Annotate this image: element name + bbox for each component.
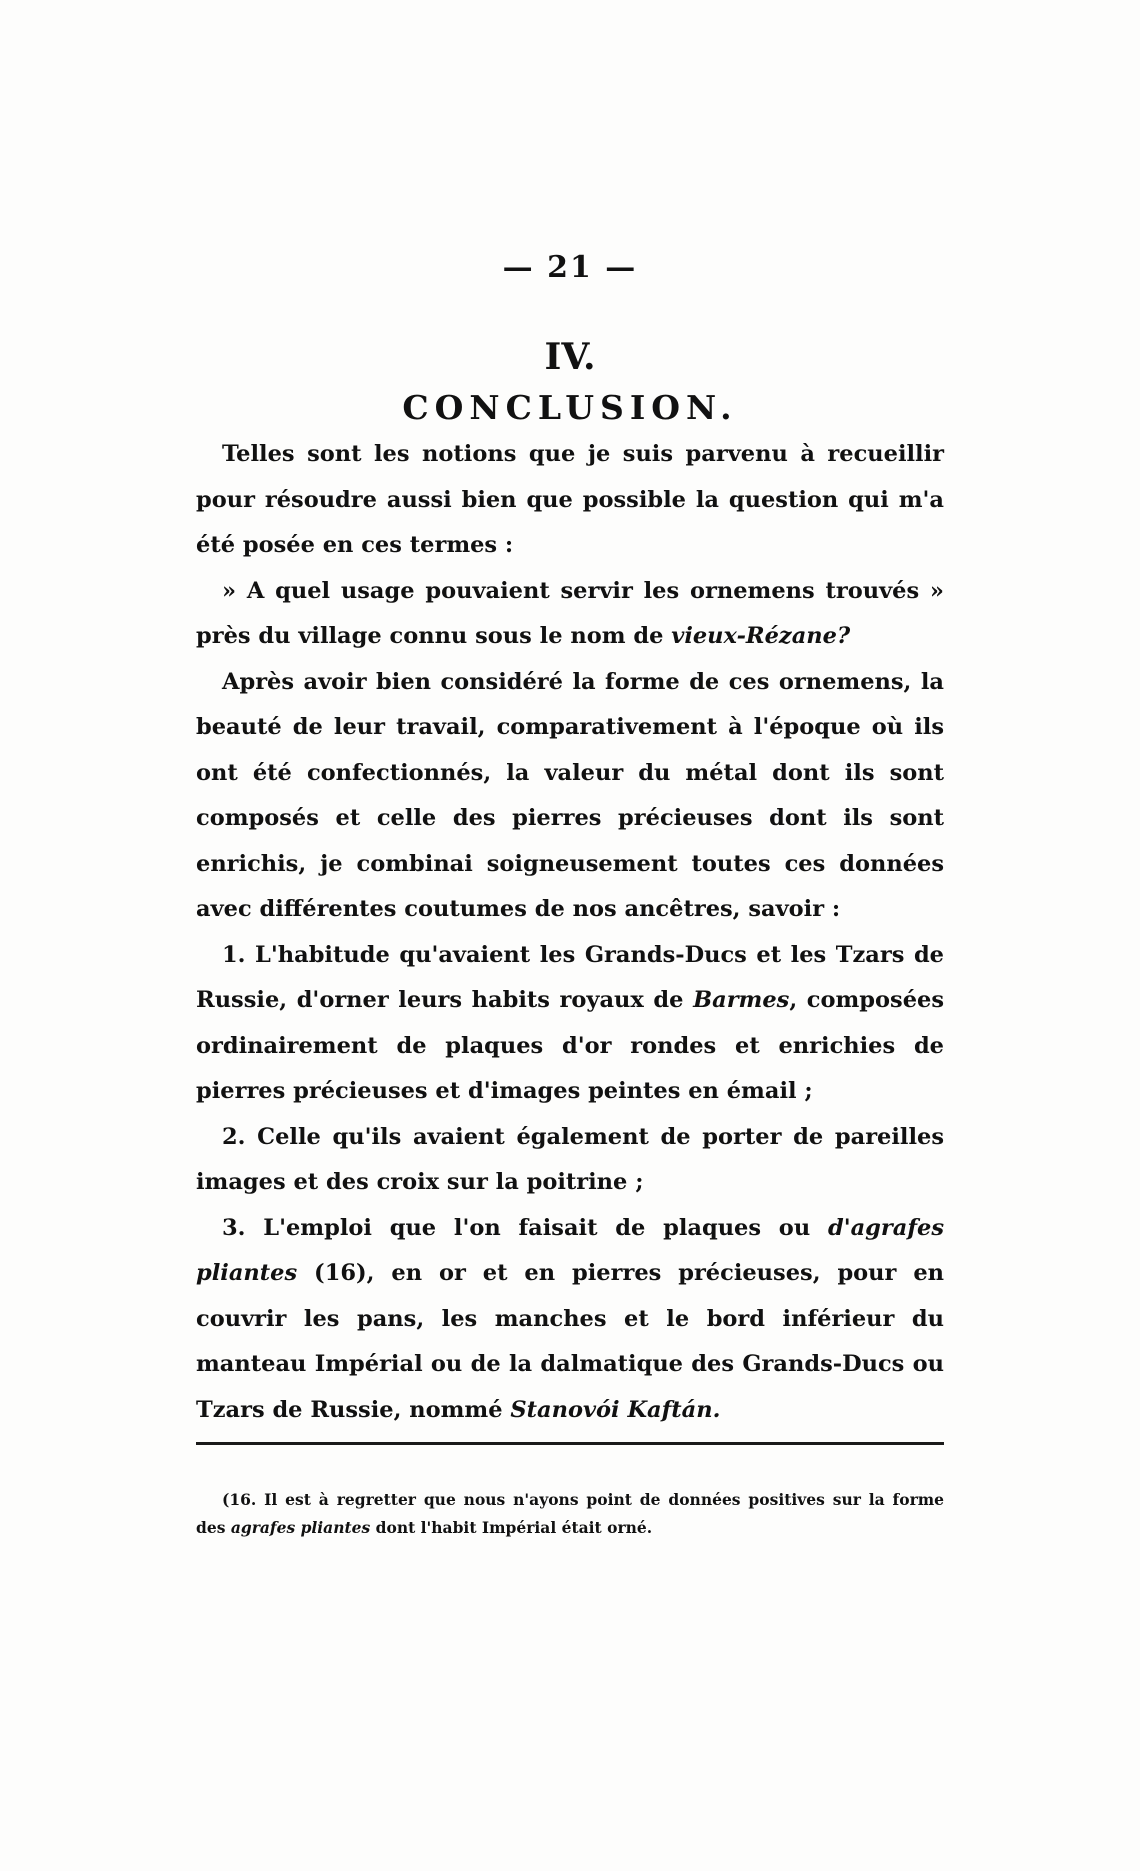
list-item-1	[196, 933, 944, 1115]
item3-agrafes: d'agrafes pliantes	[196, 1214, 944, 1286]
item3-garment-name: Stanovói Kaftán.	[510, 1396, 721, 1423]
footnote-italic: agrafes pliantes	[230, 1517, 371, 1537]
footnote-divider	[196, 1442, 944, 1445]
list-item-3	[196, 1206, 944, 1434]
question-place-name: vieux-Rézane?	[671, 623, 851, 649]
item3-text-b: (16), en or et en pierres précieuses, pour en couvrir les pans, les manches et le bord inférieur du manteau Impérial ou de la dalmatique des Grands-Ducs ou Tzars de Russie, nommé	[196, 1260, 944, 1423]
item1-text-b: , composées ordinairement de plaques d'or rondes et enrichies de pierres précieuses et d'images peintes en émail ;	[196, 987, 945, 1104]
item1-text-a: 1. L'habitude qu'avaient les Grands-Ducs et les Tzars de Russie, d'orner leurs habits royaux de	[196, 941, 944, 1013]
footnote-text-b: dont l'habit Impérial était orné.	[370, 1517, 653, 1537]
item3-text-a: 3. L'emploi que l'on faisait de plaques ou	[222, 1214, 828, 1241]
section-title: CONCLUSION.	[402, 388, 738, 427]
paragraph-consideration: Après avoir bien considéré la forme de ces ornemens, la beauté de leur travail, comparativement à l'époque où ils ont été confectionnés, la valeur du métal dont ils sont composés et celle des pierres précieuses dont ils sont enrichis, je combinai soigneusement toutes ces données avec différentes coutumes de nos ancêtres, savoir :	[196, 668, 944, 922]
question-text-a: » A quel usage pouvaient servir les ornemens trouvés »	[222, 577, 944, 604]
paragraph-intro: Telles sont les notions que je suis parvenu à recueillir pour résoudre aussi bien que possible la question qui m'a été posée en ces termes :	[196, 441, 944, 558]
section-number: IV.	[544, 336, 596, 378]
list-item-2: 2. Celle qu'ils avaient également de porter de pareilles images et des croix sur la poitrine ;	[196, 1123, 944, 1195]
question-text-b: près du village connu sous le nom de	[196, 623, 672, 649]
page-number: — 21 —	[502, 250, 638, 285]
footnote-text-a: (16. Il est à regretter que nous n'ayons point de données positives sur la forme des	[196, 1489, 944, 1537]
footnote	[196, 1486, 944, 1542]
paragraph-question	[196, 569, 944, 660]
body-text	[196, 432, 944, 1433]
item1-barmes: Barmes	[693, 987, 790, 1013]
